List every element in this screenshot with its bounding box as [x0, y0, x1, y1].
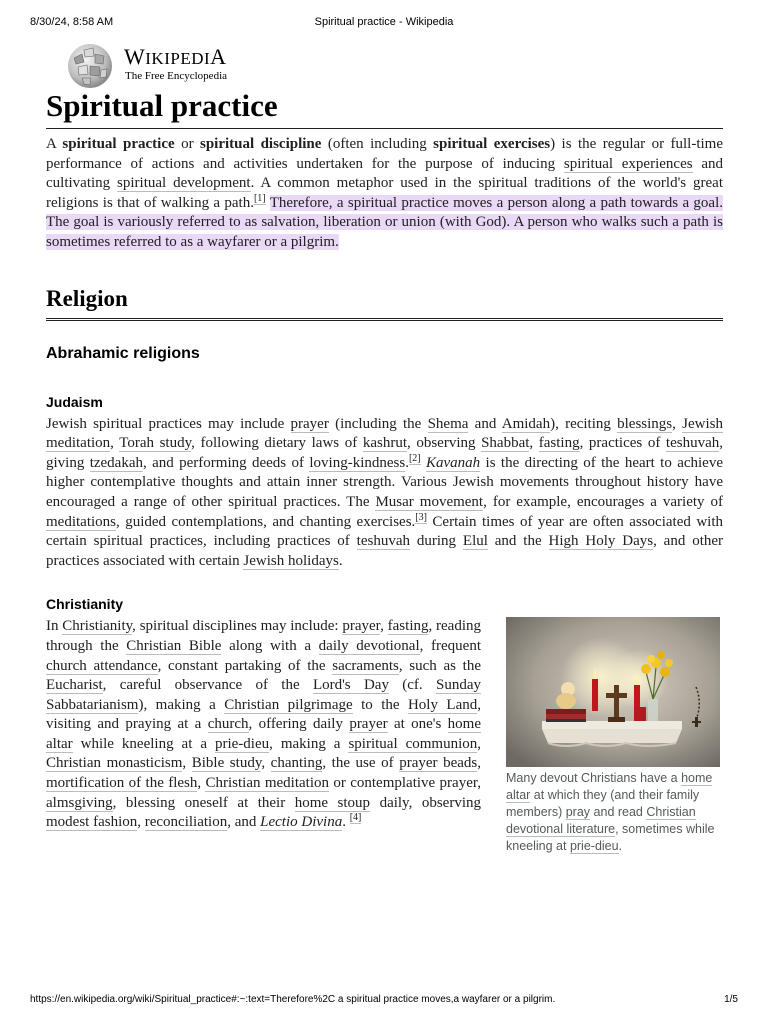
home-altar-photo[interactable]	[506, 617, 720, 767]
link-mortification-of-the-flesh[interactable]: mortification of the flesh	[46, 775, 198, 792]
link-christian-monasticism[interactable]: Christian monasticism	[46, 755, 183, 772]
link-spiritual-experiences[interactable]: spiritual experiences	[563, 155, 693, 172]
link-spiritual-development[interactable]: spiritual development	[117, 175, 251, 192]
link-prayer-beads[interactable]: prayer beads	[399, 755, 478, 772]
link-teshuvah-2[interactable]: teshuvah	[356, 533, 410, 550]
article-title: Spiritual practice	[46, 86, 723, 129]
wikipedia-wordmark: WIKIPEDIA	[124, 44, 227, 69]
link-amidah[interactable]: Amidah	[501, 415, 551, 432]
link-prayer[interactable]: prayer	[342, 618, 381, 635]
section-christianity-heading: Christianity	[46, 596, 124, 613]
reference-3[interactable]: [3]	[415, 511, 427, 523]
term-spiritual-discipline: spiritual discipline	[199, 136, 322, 152]
judaism-paragraph: Jewish spiritual practices may include prayer (including the Shema and Amidah), reciting blessings, Jewish meditation, Torah study, following dietary laws of kashrut, observing Shabbat, fasting, practices of teshuvah, giving tzedakah, and performing deeds of loving-kindness.[2] Kavanah is the directing of the heart to achieve higher contemplative thoughts and attain inner strength. Various Jewish movements throughout history have encouraged a range of other spiritual practices. The Musar movement, for example, encourages a variety of meditations, guided contemplations, and chanting exercises.[3] Certain times of year are often associated with certain spiritual practices, including practices of teshuvah during Elul and the High Holy Days, and other practices associated with certain Jewish holidays.	[46, 415, 724, 569]
link-eucharist[interactable]: Eucharist	[46, 677, 103, 694]
link-almsgiving[interactable]: almsgiving	[46, 794, 113, 811]
link-church[interactable]: church	[207, 716, 249, 733]
print-page-title: Spiritual practice - Wikipedia	[314, 16, 454, 28]
link-teshuvah[interactable]: teshuvah	[665, 435, 720, 452]
highlighted-text: Therefore, a spiritual practice moves a person along a path towards a goal. The goal is variously referred to as salvation, liberation or union (with God). A person who walks such a path is sometimes referred to as a wayfarer or a pilgrim.	[46, 194, 723, 250]
link-christian-meditation[interactable]: Christian meditation	[205, 775, 329, 792]
term-spiritual-exercises: spiritual exercises	[433, 136, 551, 152]
reference-1[interactable]: [1]	[253, 192, 266, 204]
link-fasting[interactable]: fasting	[387, 618, 429, 635]
figure-caption: Many devout Christians have a home altar at which they (and their family members) pray and read Christian devotional literature, sometimes while kneeling at prie-dieu.	[506, 771, 715, 854]
link-musar-movement[interactable]: Musar movement	[375, 493, 484, 510]
lead-paragraph: A spiritual practice or spiritual discipline (often including spiritual exercises) is the regular or full-time performance of actions and activities undertaken for the purpose of inducing spiritual experiences and cultivating spiritual development. A common metaphor used in the spiritual traditions of the world's great religions is that of walking a path.[1] Therefore, a spiritual practice moves a person along a path towards a goal. The goal is variously referred to as salvation, liberation or union (with God). A person who walks such a path is sometimes referred to as a wayfarer or a pilgrim.	[46, 136, 723, 250]
link-kavanah[interactable]: Kavanah	[426, 454, 481, 471]
link-fasting[interactable]: fasting	[538, 435, 580, 452]
link-prayer[interactable]: prayer	[290, 415, 329, 432]
link-blessings[interactable]: blessings	[617, 415, 673, 432]
link-sacraments[interactable]: sacraments	[332, 657, 399, 674]
link-tzedakah[interactable]: tzedakah	[89, 454, 144, 471]
wikipedia-tagline: The Free Encyclopedia	[125, 70, 228, 82]
caption-link-home-altar[interactable]: home altar	[506, 771, 713, 803]
link-christian-bible[interactable]: Christian Bible	[126, 637, 222, 654]
caption-link-prie-dieu[interactable]: prie-dieu	[569, 839, 619, 854]
link-modest-fashion[interactable]: modest fashion	[46, 814, 138, 831]
link-jewish-meditation[interactable]: Jewish meditation	[46, 415, 723, 452]
link-lectio-divina[interactable]: Lectio Divina	[260, 814, 343, 831]
link-prayer-2[interactable]: prayer	[349, 716, 388, 733]
print-url: https://en.wikipedia.org/wiki/Spiritual_practice#:~:text=Therefore%2C a spiritual practice moves,a wayfarer or a pilgrim.	[30, 994, 556, 1005]
wikipedia-logo[interactable]	[66, 40, 256, 90]
christianity-paragraph: In Christianity, spiritual disciplines may include: prayer, fasting, reading through the Christian Bible along with a daily devotional, frequent church attendance, constant partaking of the sacraments, such as the Eucharist, careful observance of the Lord's Day (cf. Sunday Sabbatarianism), making a Christian pilgrimage to the Holy Land, visiting and praying at a church, offering daily prayer at one's home altar while kneeling at a prie-dieu, making a spiritual communion, Christian monasticism, Bible study, chanting, the use of prayer beads, mortification of the flesh, Christian meditation or contemplative prayer, almsgiving, blessing oneself at their home stoup daily, observing modest fashion, reconciliation, and Lectio Divina. [4]	[46, 618, 482, 831]
article-content	[46, 86, 724, 854]
link-shema[interactable]: Shema	[427, 415, 469, 432]
wikipedia-globe-icon	[66, 42, 114, 90]
link-church-attendance[interactable]: church attendance	[46, 657, 158, 674]
link-prie-dieu[interactable]: prie-dieu	[214, 735, 270, 752]
link-christianity[interactable]: Christianity	[62, 618, 133, 635]
caption-link-pray[interactable]: pray	[565, 805, 591, 820]
link-christian-pilgrimage[interactable]: Christian pilgrimage	[224, 696, 353, 713]
link-elul[interactable]: Elul	[462, 533, 488, 550]
link-holy-land[interactable]: Holy Land	[407, 696, 478, 713]
link-chanting[interactable]: chanting	[270, 755, 323, 772]
reference-2[interactable]: [2]	[408, 452, 421, 464]
link-meditations[interactable]: meditations	[46, 513, 116, 530]
link-reconciliation[interactable]: reconciliation	[144, 814, 228, 831]
christianity-section	[46, 617, 723, 854]
section-abrahamic-heading: Abrahamic religions	[46, 344, 200, 362]
link-torah-study[interactable]: Torah study	[119, 435, 192, 452]
link-lords-day[interactable]: Lord's Day	[312, 677, 389, 694]
term-spiritual-practice: spiritual practice	[62, 136, 175, 152]
link-bible-study[interactable]: Bible study	[191, 755, 262, 772]
section-judaism-heading: Judaism	[46, 393, 103, 410]
caption-link-christian-devotional-literature[interactable]: Christian devotional literature	[506, 805, 696, 837]
print-timestamp: 8/30/24, 8:58 AM	[30, 16, 114, 28]
link-home-altar[interactable]: home altar	[46, 716, 481, 752]
print-page-number: 1/5	[724, 994, 738, 1005]
link-high-holy-days[interactable]: High Holy Days	[548, 533, 654, 550]
link-shabbat[interactable]: Shabbat	[481, 435, 530, 452]
section-religion-heading: Religion	[46, 286, 723, 321]
home-altar-figure	[506, 617, 722, 855]
link-sunday-sabbatarianism[interactable]: Sunday Sabbatarianism	[46, 677, 481, 713]
reference-4[interactable]: [4]	[349, 812, 362, 824]
link-daily-devotional[interactable]: daily devotional	[318, 637, 420, 654]
link-home-stoup[interactable]: home stoup	[294, 794, 371, 811]
link-jewish-holidays[interactable]: Jewish holidays	[243, 552, 339, 569]
link-spiritual-communion[interactable]: spiritual communion	[348, 735, 478, 752]
link-kashrut[interactable]: kashrut	[362, 435, 407, 452]
link-loving-kindness[interactable]: loving-kindness	[309, 454, 406, 471]
